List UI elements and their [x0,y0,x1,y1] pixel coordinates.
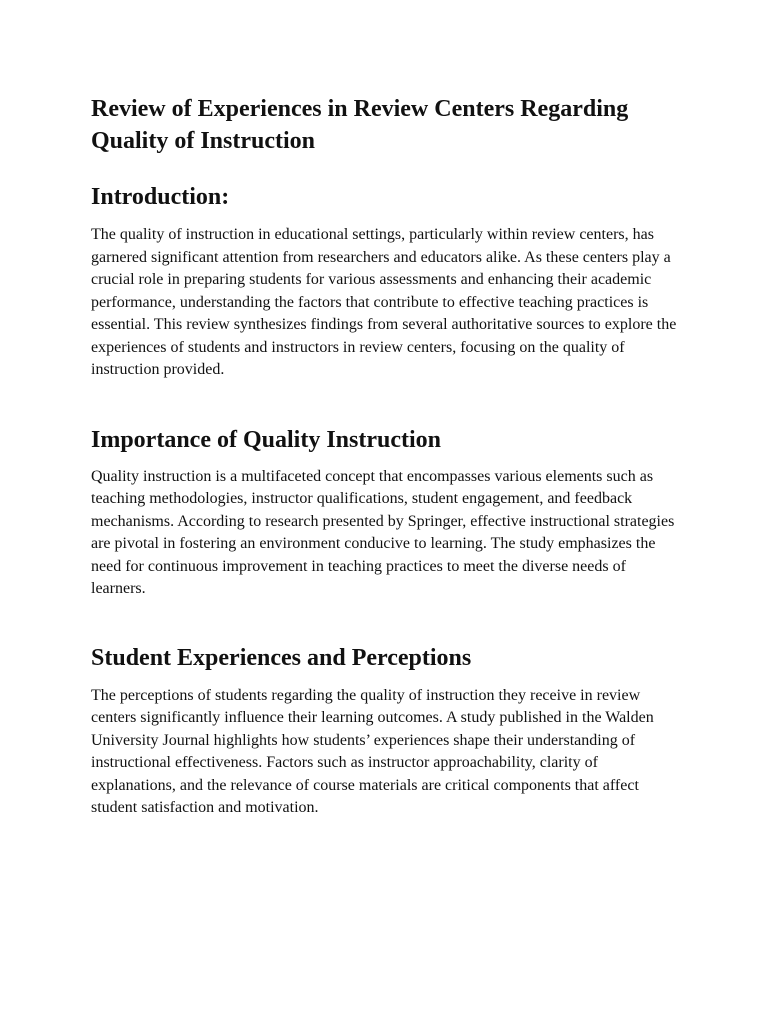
section-paragraph: The perceptions of students regarding the quality of instruction they receive in review centers significantly influence their learning outcomes. A study published in the Walden University Journal highlights how students’ experiences shape their understanding of instructional effectiveness. Factors such as instructor approachability, clarity of explanations, and the relevance of course materials are critical components that affect student satisfaction and motivation. [91,686,654,816]
document-title: Review of Experiences in Review Centers Regarding Quality of Instruction [91,96,629,154]
section-introduction [91,181,681,382]
section-importance-of-quality-instruction [91,424,681,601]
section-paragraph: Quality instruction is a multifaceted concept that encompasses various elements such as teaching methodologies, instructor qualifications, student engagement, and feedback mechanisms. According to research presented by Springer, effective instructional strategies are pivotal in fostering an environment conducive to learning. The study emphasizes the need for continuous improvement in teaching practices to meet the diverse needs of learners. [91,467,675,597]
section-paragraph: The quality of instruction in educational settings, particularly within review centers, has garnered significant attention from researchers and educators alike. As these centers play a crucial role in preparing students for various assessments and enhancing their academic performance, understanding the factors that contribute to effective teaching practices is essential. This review synthesizes findings from several authoritative sources to explore the experiences of students and instructors in review centers, focusing on the quality of instruction provided. [91,226,677,378]
document-content [91,93,681,820]
section-student-experiences [91,642,681,820]
section-heading: Introduction: [91,184,230,210]
section-heading: Student Experiences and Perceptions [91,644,472,671]
section-heading: Importance of Quality Instruction [91,426,441,453]
